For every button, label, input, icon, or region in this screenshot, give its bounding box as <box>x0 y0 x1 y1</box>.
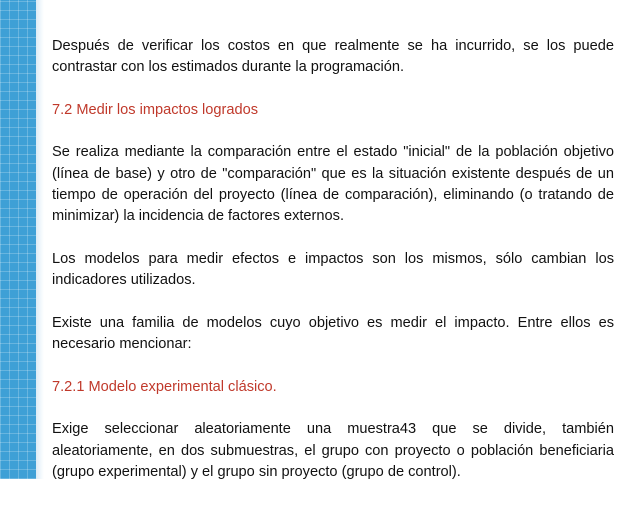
section-heading-7-2-1: 7.2.1 Modelo experimental clásico. <box>52 378 277 395</box>
paragraph-experimental: Exige seleccionar aleatoriamente una muestra43 que se divide, también aleatoriamente, en dos submuestras, el grupo con proyecto o población beneficiaria (grupo experimental) y el grupo sin proyecto (grupo de control). <box>52 421 614 480</box>
slide-content <box>52 36 614 505</box>
paragraph-comparison: Se realiza mediante la comparación entre el estado "inicial" de la población objetivo (línea de base) y otro de "comparación" que es la situación existente después de un tiempo de operación del proyecto (línea de comparación), eliminando (o tratando de minimizar) la incidencia de factores externos. <box>52 144 614 225</box>
section-heading-7-2: 7.2 Medir los impactos logrados <box>52 101 259 118</box>
paragraph-family: Existe una familia de modelos cuyo objetivo es medir el impacto. Entre ellos es necesario mencionar: <box>52 314 614 353</box>
paragraph-models: Los modelos para medir efectos e impactos son los mismos, sólo cambian los indicadores utilizados. <box>52 250 614 289</box>
paragraph-costs: Después de verificar los costos en que realmente se ha incurrido, se los puede contrastar con los estimados durante la programación. <box>52 38 614 76</box>
decorative-sidebar <box>0 0 36 479</box>
sidebar-edge <box>36 0 44 479</box>
